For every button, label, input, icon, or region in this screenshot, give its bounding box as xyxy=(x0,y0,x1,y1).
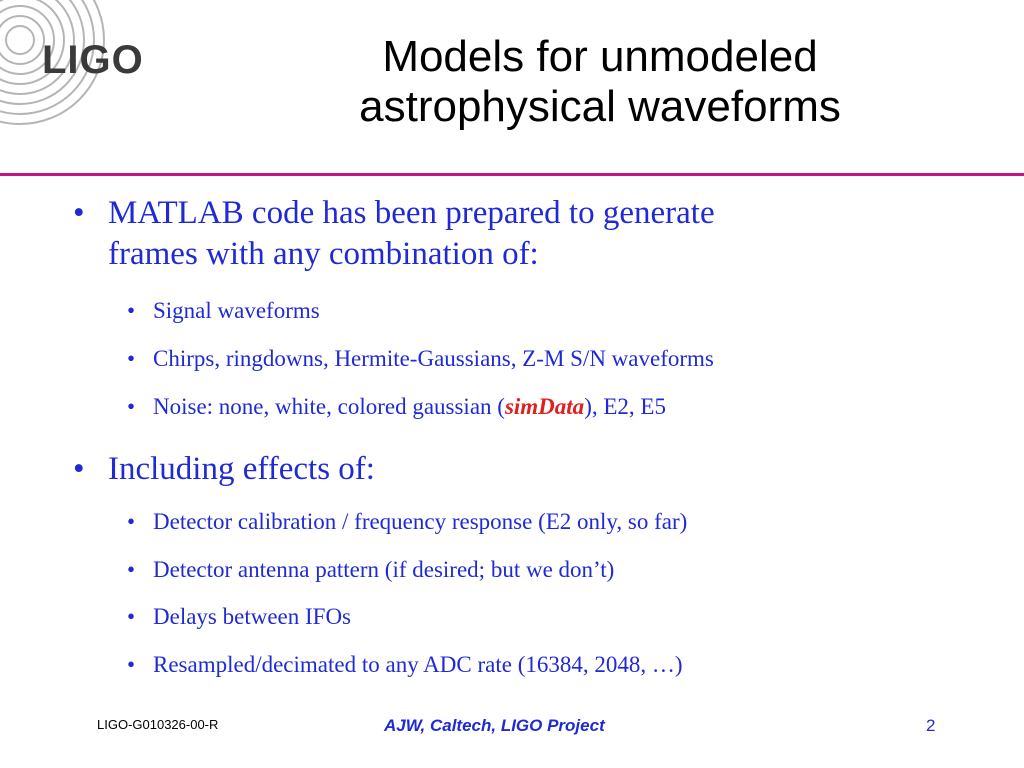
sub-bullet-text: Detector calibration / frequency response (E2 only, so far) xyxy=(153,509,688,534)
simdata-emphasis: simData xyxy=(504,394,585,419)
bullet-marker: • xyxy=(127,394,136,419)
slide-title xyxy=(260,32,940,132)
title-divider xyxy=(0,173,1024,176)
bullet-text-line: frames with any combination of: xyxy=(108,236,539,272)
footer-credit: AJW, Caltech, LIGO Project xyxy=(384,716,605,735)
title-line-2: astrophysical waveforms xyxy=(359,82,841,131)
sub-bullet-text: Signal waveforms xyxy=(153,298,320,323)
page-number: 2 xyxy=(926,716,936,735)
bullet-text-line: Including effects of: xyxy=(108,451,375,487)
noise-prefix: Noise: none, white, colored gaussian ( xyxy=(153,394,505,419)
title-line-1: Models for unmodeled xyxy=(382,32,818,81)
bullet-marker: • xyxy=(127,298,136,323)
bullet-marker: • xyxy=(127,652,136,677)
sub-bullet-text xyxy=(153,393,973,421)
logo-text: LIGO xyxy=(42,38,144,82)
bullet-text-line: MATLAB code has been prepared to generate xyxy=(108,195,715,231)
bullet-marker: • xyxy=(73,195,85,231)
sub-bullet-text: Detector antenna pattern (if desired; but we don’t) xyxy=(153,557,615,582)
sub-bullet-text: Chirps, ringdowns, Hermite-Gaussians, Z-M S/N waveforms xyxy=(153,346,714,371)
noise-suffix: ), E2, E5 xyxy=(584,394,666,419)
bullet-marker: • xyxy=(127,604,136,629)
sub-bullet-text: Delays between IFOs xyxy=(153,604,352,629)
ligo-logo xyxy=(0,0,200,130)
bullet-marker: • xyxy=(73,451,85,487)
document-id: LIGO-G010326-00-R xyxy=(97,717,219,732)
bullet-marker: • xyxy=(127,557,136,582)
bullet-marker: • xyxy=(127,509,136,534)
bullet-marker: • xyxy=(127,346,136,371)
sub-bullet-text: Resampled/decimated to any ADC rate (16384, 2048, …) xyxy=(153,652,683,677)
